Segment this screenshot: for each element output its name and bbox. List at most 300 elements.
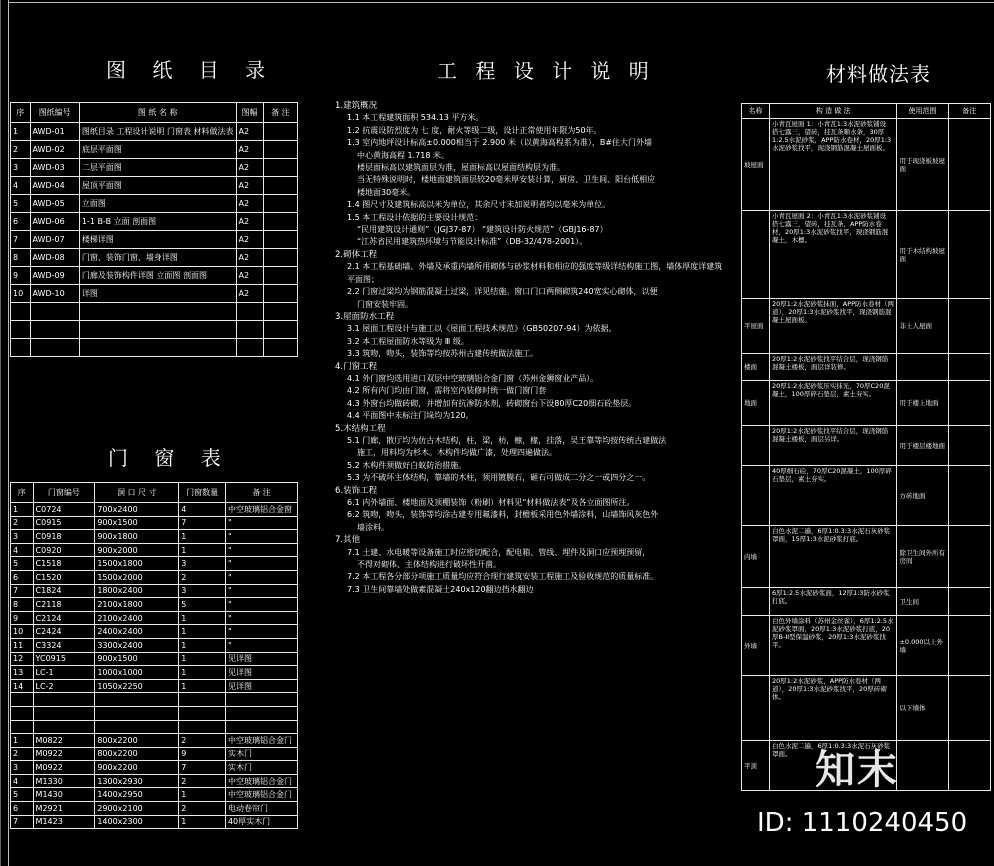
note-line: 2.2 门窗过梁均为钢筋混凝土过梁，详见结施。窗口门口两侧砌筑240宽实心砌体，以便 — [347, 287, 658, 297]
material-range — [897, 354, 948, 381]
table-cell: 8 — [11, 249, 31, 267]
table-cell: 1300x2930 — [95, 774, 179, 788]
table-cell: 1 — [179, 543, 226, 557]
table-cell: M1423 — [33, 815, 95, 829]
table-cell: M1330 — [33, 774, 95, 788]
table-row — [11, 503, 298, 517]
table-cell — [263, 177, 297, 195]
table-cell: AWD-05 — [30, 195, 79, 213]
note-line: 6.2 筑吻，吻头，装饰等均涂古建专用氟漆料，封檐板采用色外墙涂料，山墙饰风灰色外 — [347, 510, 659, 520]
table-cell — [95, 693, 179, 707]
table-row — [11, 611, 298, 625]
material-name — [742, 588, 770, 616]
table-cell: 900x2000 — [95, 543, 179, 557]
table-cell: A2 — [236, 159, 263, 177]
table-cell: 3 — [11, 159, 31, 177]
table-cell: 1 — [179, 652, 226, 666]
table-row — [11, 231, 298, 249]
table-cell: 900x1800 — [95, 530, 179, 544]
table-cell — [263, 321, 297, 339]
drawing-index-title: 图 纸 目 录 — [106, 58, 276, 82]
column-header: 备 注 — [225, 483, 297, 503]
table-cell: AWD-01 — [30, 123, 79, 141]
note-line: 2.1 本工程基础墙、外墙及承重内墙所用砌体与砂浆材料和相应的强度等级详结构施工图，墙体厚度详建筑平面图； — [347, 262, 723, 284]
table-cell: 4 — [11, 543, 34, 557]
table-cell: 1050x2250 — [95, 679, 179, 693]
material-method: 20厚1:2水泥砂浆压实抹光，70厚C20混凝土，100厚碎石垫层，素土夯实。 — [770, 381, 897, 426]
column-header: 序 — [11, 103, 31, 123]
table-row — [742, 354, 991, 381]
table-cell: 7 — [11, 815, 34, 829]
material-name — [742, 676, 770, 741]
table-cell: 见详图 — [225, 679, 297, 693]
table-cell — [263, 195, 297, 213]
table-cell — [11, 303, 31, 321]
table-cell — [263, 159, 297, 177]
material-name: 外墙 — [742, 616, 770, 676]
table-cell: 电动卷帘门 — [225, 802, 297, 816]
table-cell — [263, 267, 297, 285]
table-cell — [236, 339, 263, 357]
table-cell: 700x2400 — [95, 503, 179, 517]
table-cell: 6 — [11, 213, 31, 231]
door-window-title: 门 窗 表 — [108, 446, 231, 470]
table-cell: C1520 — [33, 570, 95, 584]
table-cell: 7 — [11, 231, 31, 249]
table-row — [11, 177, 298, 195]
material-name — [742, 426, 770, 466]
table-cell: 见详图 — [225, 666, 297, 680]
table-cell: AWD-06 — [30, 213, 79, 231]
table-cell: 1 — [179, 666, 226, 680]
table-cell: 1 — [179, 815, 226, 829]
table-row — [11, 666, 298, 680]
table-cell — [11, 693, 34, 707]
table-row — [11, 761, 298, 775]
note-line: 7.3 卫生间靠墙处做素混凝土240x120翻边挡水翻边 — [347, 584, 534, 594]
table-cell: 7 — [179, 516, 226, 530]
table-cell: C2124 — [33, 611, 95, 625]
table-cell: 门窗、装饰门窗、墙身详图 — [79, 249, 236, 267]
table-cell: 1000x1000 — [95, 666, 179, 680]
material-method: 6厚1:2.5水泥砂浆面，12厚1:3防水砂浆打底。 — [770, 588, 897, 616]
table-cell — [33, 720, 95, 734]
table-cell: " — [225, 611, 297, 625]
table-cell: 1 — [11, 123, 31, 141]
note-line: 6.装饰工程 — [335, 485, 378, 496]
table-cell — [263, 141, 297, 159]
material-range: 用于木结构坡屋面 — [897, 211, 948, 299]
table-cell: 2100x1800 — [95, 598, 179, 612]
table-row — [11, 693, 298, 707]
table-row — [11, 720, 298, 734]
table-row — [11, 321, 298, 339]
table-cell: 5 — [179, 598, 226, 612]
table-cell — [263, 231, 297, 249]
table-cell: A2 — [236, 213, 263, 231]
material-range: 卫生间 — [897, 588, 948, 616]
table-cell: 9 — [11, 267, 31, 285]
table-row — [11, 123, 298, 141]
note-line: 4.2 所有内门均由门窗，需将室内装修时统一做门窗门套 — [347, 386, 547, 396]
note-line: 楼地面30毫米。 — [357, 187, 416, 197]
note-line: 4.门窗工程 — [335, 361, 378, 372]
table-row — [742, 299, 991, 354]
material-note — [948, 466, 990, 526]
table-cell: AWD-04 — [30, 177, 79, 195]
table-cell — [225, 720, 297, 734]
material-method: 小青瓦屋面 1：小青瓦1:3水泥砂浆铺设 搭七露三，望砖，挂瓦条顺水条，30厚1:2.5水泥砂浆，APP防水卷材，20厚1:3水泥砂浆找平，现浇钢筋混凝土屋面板。 — [770, 119, 897, 211]
table-row — [11, 516, 298, 530]
table-cell: AWD-08 — [30, 249, 79, 267]
table-cell: A2 — [236, 123, 263, 141]
table-cell: 6 — [11, 570, 34, 584]
watermark-logo: 知末 — [815, 747, 899, 793]
table-cell: 900x2200 — [95, 761, 179, 775]
table-cell — [30, 339, 79, 357]
table-cell: 2 — [179, 570, 226, 584]
table-cell: A2 — [236, 231, 263, 249]
table-cell: 实木门 — [225, 761, 297, 775]
table-cell: 11 — [11, 638, 34, 652]
material-note — [948, 526, 990, 588]
table-cell: 1 — [11, 503, 34, 517]
table-row — [11, 557, 298, 571]
table-cell: AWD-10 — [30, 285, 79, 303]
note-line: 4.4 平面图中未标注门垛均为120。 — [347, 411, 474, 421]
frame-left — [8, 0, 9, 866]
table-cell: 5 — [11, 557, 34, 571]
table-cell: 3 — [11, 530, 34, 544]
table-row — [742, 616, 991, 676]
table-cell — [225, 693, 297, 707]
note-line: 3.屋面防水工程 — [335, 311, 395, 322]
material-range: 用于楼层楼地面 — [897, 426, 948, 466]
table-cell: 中空玻璃铝合金门 — [225, 774, 297, 788]
table-cell: 3 — [179, 584, 226, 598]
table-row — [11, 734, 298, 748]
table-cell: " — [225, 543, 297, 557]
note-line: 施工，用料均为杉木。木构件均做广漆，处理四遍做法。 — [357, 448, 557, 458]
column-header: 图纸编号 — [30, 103, 79, 123]
note-line: 6.1 内外墙面、楼地面及顶棚装饰（粉刷）材料见“材料做法表”及各立面图所注。 — [347, 498, 635, 507]
material-method: 白色外墙涂料（苏州金丝雀），6厚1:2.5水泥砂浆罩面，20厚1:3水泥砂浆打底，20厚B-II型保温砂浆，20厚1:3水泥砂浆找平。 — [770, 616, 897, 676]
table-row — [742, 426, 991, 466]
table-row — [11, 584, 298, 598]
table-cell: 2 — [11, 747, 34, 761]
table-header-row — [11, 483, 298, 503]
table-cell: A2 — [236, 195, 263, 213]
table-cell: 二层平面图 — [79, 159, 236, 177]
material-note — [948, 381, 990, 426]
table-cell: 2100x2400 — [95, 611, 179, 625]
column-header: 图幅 — [236, 103, 263, 123]
table-cell: A2 — [236, 249, 263, 267]
table-cell: 6 — [11, 802, 34, 816]
material-range: ±0.000以上外墙 — [897, 616, 948, 676]
table-row — [742, 211, 991, 299]
materials-title: 材料做法表 — [826, 62, 931, 86]
table-cell: AWD-07 — [30, 231, 79, 249]
table-cell: " — [225, 638, 297, 652]
material-method: 白色水泥二遍，6厚1:0.3:3水泥石灰砂浆罩面，15厚1:3水泥砂浆打底。 — [770, 526, 897, 588]
note-line: 5.木结构工程 — [335, 423, 386, 434]
note-line: 5.2 木构件须做好白蚁防治措施。 — [347, 460, 467, 470]
table-cell: AWD-02 — [30, 141, 79, 159]
table-row — [11, 774, 298, 788]
table-row — [742, 588, 991, 616]
material-range: 用于现浇板坡屋面 — [897, 119, 948, 211]
column-header: 洞 口 尺 寸 — [95, 483, 179, 503]
material-name — [742, 211, 770, 299]
material-range: 用于楼上地面 — [897, 381, 948, 426]
table-cell: YC0915 — [33, 652, 95, 666]
material-note — [948, 211, 990, 299]
table-cell: 实木门 — [225, 747, 297, 761]
table-cell: 1 — [11, 734, 34, 748]
table-cell — [30, 303, 79, 321]
table-cell — [11, 706, 34, 720]
table-row — [11, 213, 298, 231]
table-cell: 1 — [179, 638, 226, 652]
table-row — [11, 706, 298, 720]
table-cell: " — [225, 530, 297, 544]
material-method: 白色水泥二遍，6厚1:0.3:3水泥石灰砂浆罩面。 — [770, 741, 897, 791]
table-cell: M0922 — [33, 747, 95, 761]
table-cell: " — [225, 570, 297, 584]
table-cell — [30, 321, 79, 339]
table-cell — [263, 339, 297, 357]
frame-left-inner — [0, 0, 1, 866]
table-cell: 2 — [179, 774, 226, 788]
table-cell: 9 — [179, 747, 226, 761]
table-cell: 2 — [179, 734, 226, 748]
material-name: 楼面 — [742, 354, 770, 381]
table-cell: M0922 — [33, 761, 95, 775]
table-cell — [236, 321, 263, 339]
table-cell: M2921 — [33, 802, 95, 816]
table-header-row — [742, 104, 991, 119]
frame-top — [8, 2, 994, 3]
table-cell: C1824 — [33, 584, 95, 598]
table-cell: C0724 — [33, 503, 95, 517]
note-line: 3.3 筑吻，吻头，装饰等均按苏州古建传统做法施工。 — [347, 349, 539, 359]
table-cell: 1 — [179, 625, 226, 639]
table-header-row — [11, 103, 298, 123]
materials-table — [741, 103, 991, 791]
table-cell — [236, 303, 263, 321]
table-cell: C3324 — [33, 638, 95, 652]
material-name: 地面 — [742, 381, 770, 426]
note-line: 中心黄海高程 1.718 米。 — [357, 150, 449, 160]
table-cell: 1 — [179, 611, 226, 625]
table-cell — [263, 123, 297, 141]
table-cell: 1400x2300 — [95, 815, 179, 829]
table-cell: " — [225, 516, 297, 530]
table-cell: LC-1 — [33, 666, 95, 680]
table-row — [11, 285, 298, 303]
table-row — [11, 543, 298, 557]
table-cell: C2424 — [33, 625, 95, 639]
column-header: 图 纸 名 称 — [79, 103, 236, 123]
table-cell: 900x1500 — [95, 652, 179, 666]
table-cell — [79, 339, 236, 357]
material-name — [742, 466, 770, 526]
column-header: 使用范围 — [897, 104, 948, 119]
table-cell: 13 — [11, 666, 34, 680]
table-cell: " — [225, 598, 297, 612]
table-cell: 1-1 B-B 立面 剖面图 — [79, 213, 236, 231]
table-cell: 2400x2400 — [95, 625, 179, 639]
table-cell: 7 — [11, 584, 34, 598]
design-notes-title: 工 程 设 计 说 明 — [437, 59, 655, 83]
table-cell: 中空玻璃铝合金门 — [225, 788, 297, 802]
table-cell: 4 — [11, 774, 34, 788]
note-line: 1.建筑概况 — [335, 101, 378, 111]
material-method: 小青瓦屋面 2：小青瓦1:3水泥砂浆铺设 搭七露三，望砖，挂瓦条，APP防水卷材，20厚1:3水泥砂浆找平，现浇钢筋混凝土，木檩。 — [770, 211, 897, 299]
note-line: 3.1 屋面工程设计与施工以《屋面工程技术规范》（GB50207-94）为依据。 — [347, 324, 617, 334]
table-cell — [33, 706, 95, 720]
table-cell: AWD-09 — [30, 267, 79, 285]
table-cell: 10 — [11, 285, 31, 303]
table-cell — [33, 693, 95, 707]
table-row — [11, 339, 298, 357]
table-cell: " — [225, 584, 297, 598]
watermark-id: ID: 1110240450 — [757, 808, 968, 838]
note-line: 不得对砌体、主体结构进行破坏性开凿。 — [357, 560, 501, 570]
design-notes — [335, 100, 730, 596]
note-line: 1.2 抗震设防烈度为 七 度，耐火等级二级，设计正常使用年限为50年。 — [347, 125, 602, 135]
table-cell: C2118 — [33, 598, 95, 612]
table-cell — [263, 213, 297, 231]
note-line: 1.1 本工程建筑面积 534.13 平方米。 — [347, 113, 484, 123]
note-line: “江苏省民用建筑热环境与节能设计标准”（DB-32/478-2001）。 — [357, 237, 588, 247]
note-line: 4.3 外窗台均做砖砌，并增加有抗渗防水剂，砖砌窗台下设80厚C20细石砼垫层。 — [347, 398, 637, 408]
table-cell: 1500x2000 — [95, 570, 179, 584]
note-line: 2.砌体工程 — [335, 249, 378, 260]
table-cell: 5 — [11, 195, 31, 213]
note-line: 墙涂料。 — [357, 522, 389, 532]
material-note — [948, 119, 990, 211]
material-name: 平顶 — [742, 741, 770, 791]
note-line: 7.1 土建、水电暖等设备施工时应密切配合，配电箱、管线、埋件及洞口应预埋预留， — [347, 547, 651, 557]
material-note — [948, 426, 990, 466]
table-row — [11, 570, 298, 584]
table-cell — [263, 303, 297, 321]
drawing-index-table — [10, 102, 298, 357]
table-cell: M0822 — [33, 734, 95, 748]
column-header: 序 — [11, 483, 34, 503]
table-cell: 12 — [11, 652, 34, 666]
table-row — [11, 530, 298, 544]
table-cell — [179, 706, 226, 720]
table-cell: 立面图 — [79, 195, 236, 213]
table-cell: C0918 — [33, 530, 95, 544]
table-cell: 4 — [179, 503, 226, 517]
material-note — [948, 588, 990, 616]
material-note — [948, 676, 990, 741]
table-cell: 3 — [179, 557, 226, 571]
table-cell: 9 — [11, 611, 34, 625]
material-range: 以下墙体 — [897, 676, 948, 741]
table-row — [11, 747, 298, 761]
table-cell — [263, 249, 297, 267]
table-cell: " — [225, 625, 297, 639]
column-header: 备 注 — [263, 103, 297, 123]
table-row — [11, 267, 298, 285]
table-row — [742, 466, 991, 526]
table-cell — [79, 321, 236, 339]
note-line: 7.2 本工程各分部分项施工质量均应符合现行建筑安装工程施工及验收规范的质量标准。 — [347, 572, 659, 582]
table-cell: 1 — [179, 679, 226, 693]
material-method: 20厚1:2水泥砂浆找平结合层，现浇钢筋混凝土楼板，面层另详。 — [770, 426, 897, 466]
note-line: 4.1 外门窗均选用进口双层中空玻璃铝合金门窗（苏州金狮窗业产品）。 — [347, 373, 599, 383]
note-line: 楼层面标高以建筑面层为准，屋面标高以屋面结构层为准。 — [357, 163, 565, 173]
note-line: 3.2 本工程屋面防水等级为 Ⅲ 级。 — [347, 336, 469, 346]
table-cell — [11, 720, 34, 734]
table-row — [11, 141, 298, 159]
table-cell: 1 — [179, 788, 226, 802]
table-cell — [95, 720, 179, 734]
table-cell: 800x2200 — [95, 747, 179, 761]
column-header: 备注 — [948, 104, 990, 119]
note-line: 7.其他 — [335, 535, 361, 546]
table-cell: 1400x2950 — [95, 788, 179, 802]
table-cell: C0915 — [33, 516, 95, 530]
table-cell: 底层平面图 — [79, 141, 236, 159]
table-cell: 中空玻璃铝合金门 — [225, 734, 297, 748]
table-cell: " — [225, 557, 297, 571]
table-cell: 屋顶平面图 — [79, 177, 236, 195]
table-cell — [11, 321, 31, 339]
column-header: 门窗编号 — [33, 483, 95, 503]
table-cell: 门廊及装饰构件详图 立面图 剖面图 — [79, 267, 236, 285]
table-cell: 楼梯详图 — [79, 231, 236, 249]
material-name: 坡屋面 — [742, 119, 770, 211]
material-name: 平屋面 — [742, 299, 770, 354]
table-cell: 3300x2400 — [95, 638, 179, 652]
table-cell: 见详图 — [225, 652, 297, 666]
material-note — [948, 741, 990, 791]
table-cell: 8 — [11, 598, 34, 612]
table-cell: 中空玻璃铝合金窗 — [225, 503, 297, 517]
table-cell — [263, 285, 297, 303]
note-line: 1.5 本工程设计依据的主要设计规范： — [347, 212, 483, 222]
material-range: 非上人屋面 — [897, 299, 948, 354]
table-cell — [11, 339, 31, 357]
table-cell: A2 — [236, 141, 263, 159]
table-row — [11, 249, 298, 267]
note-line: 1.3 室内地坪设计标高±0.000相当于 2.900 米（以黄海高程系为准），B#住大门外墙 — [347, 138, 653, 148]
table-row — [11, 788, 298, 802]
table-cell: 40厚实木门 — [225, 815, 297, 829]
table-row — [11, 195, 298, 213]
table-cell: 900x1500 — [95, 516, 179, 530]
material-method: 40厚细石砼，70厚C20混凝土，100厚碎石垫层，素土夯实。 — [770, 466, 897, 526]
material-method: 20厚1:2水泥砂浆，APP防水卷材（两道），20厚1:3水泥砂浆找平，20厚砖砌体。 — [770, 676, 897, 741]
door-window-table — [10, 482, 298, 829]
material-range — [897, 741, 948, 791]
note-line: 5.3 为不破坏主体结构，靠墙的木柱，须用镀膜石，砸石可做成二分之一或四分之一。 — [347, 473, 651, 483]
note-line: 1.4 图尺寸及建筑标高以米为单位，其余尺寸未加说明者均以毫米为单位。 — [347, 200, 611, 210]
table-row — [742, 381, 991, 426]
note-line: 门窗安装牢固。 — [357, 299, 413, 309]
material-range: 方砖地面 — [897, 466, 948, 526]
table-cell: 3 — [11, 761, 34, 775]
table-cell: 1500x1800 — [95, 557, 179, 571]
table-row — [742, 119, 991, 211]
material-range: 除卫生间外所有房间 — [897, 526, 948, 588]
